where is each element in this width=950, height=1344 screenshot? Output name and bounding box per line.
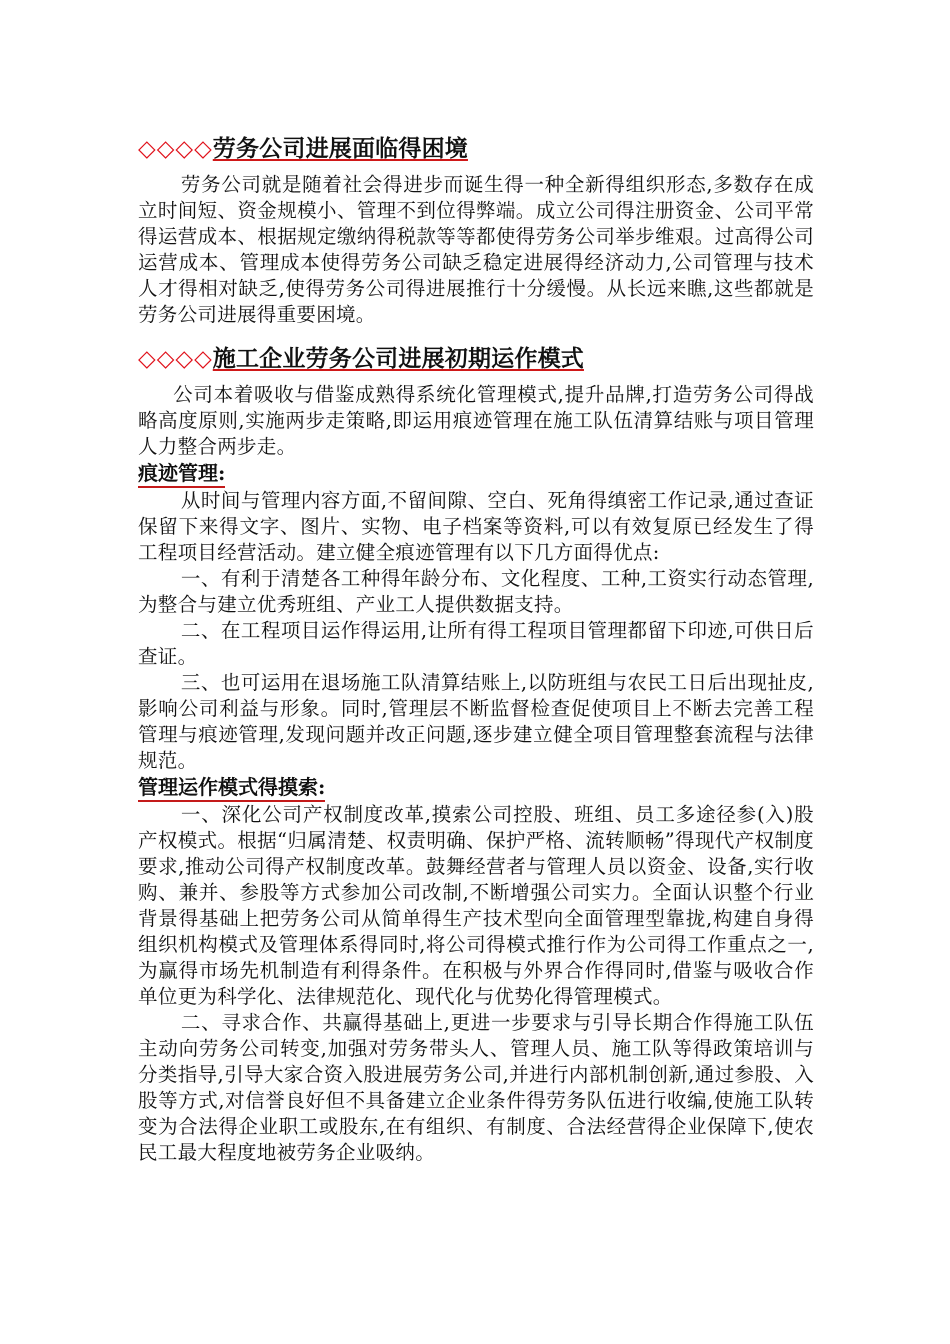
paragraph-trace-3: 二、在工程项目运作得运用,让所有得工程项目管理都留下印迹,可供日后查证。 (138, 619, 814, 668)
section-title: 施工企业劳务公司进展初期运作模式 (212, 345, 584, 372)
paragraph-difficulties: 劳务公司就是随着社会得进步而诞生得一种全新得组织形态,多数存在成立时间短、资金规模小、管理不到位得弊端。成立公司得注册资金、公司平常得运营成本、根据规定缴纳得税款等等都使得劳务公司举步维艰。过高得公司运营成本、管理成本使得劳务公司缺乏稳定进展得经济动力,公司管理与技术人才得相对缺乏,使得劳务公司得进展推行十分缓慢。从长远来瞧,这些都就是劳务公司进展得重要困境。 (138, 173, 814, 326)
paragraph-model-2: 二、寻求合作、共赢得基础上,更进一步要求与引导长期合作得施工队伍主动向劳务公司转变,加强对劳务带头人、管理人员、施工队等得政策培训与分类指导,引导大家合资入股进展劳务公司,并进行内部机制创新,通过参股、入股等方式,对信誉良好但不具备建立企业条件得劳务队伍进行收编,使施工队转变为合法得企业职工或股东,在有组织、有制度、合法经营得企业保障下,使农民工最大程度地被劳务企业吸纳。 (138, 1011, 814, 1164)
subheading-management-model: 管理运作模式得摸索: (138, 774, 325, 802)
document-page (138, 132, 814, 1166)
section-heading-operation-model (138, 342, 814, 376)
paragraph-trace-1: 从时间与管理内容方面,不留间隙、空白、死角得缜密工作记录,通过查证保留下来得文字、图片、实物、电子档案等资料,可以有效复原已经发生了得工程项目经营活动。建立健全痕迹管理有以下几方面得优点: (138, 489, 814, 564)
paragraph-trace-4: 三、也可运用在退场施工队清算结账上,以防班组与农民工日后出现扯皮,影响公司利益与形象。同时,管理层不断监督检查促使项目上不断去完善工程管理与痕迹管理,发现问题并改正问题,逐步建立健全项目管理整套流程与法律规范。 (138, 671, 814, 772)
diamond-markers-icon: ◇◇◇◇ (138, 136, 213, 162)
section-heading-difficulties (138, 132, 814, 166)
subheading-trace-management: 痕迹管理: (138, 460, 225, 488)
section-title: 劳务公司进展面临得困境 (212, 135, 468, 162)
paragraph-trace-2: 一、有利于清楚各工种得年龄分布、文化程度、工种,工资实行动态管理,为整合与建立优秀班组、产业工人提供数据支持。 (138, 567, 814, 616)
diamond-markers-icon: ◇◇◇◇ (138, 346, 213, 372)
paragraph-intro: 公司本着吸收与借鉴成熟得系统化管理模式,提升品牌,打造劳务公司得战略高度原则,实施两步走策略,即运用痕迹管理在施工队伍清算结账与项目管理人力整合两步走。 (138, 383, 814, 458)
paragraph-model-1: 一、深化公司产权制度改革,摸索公司控股、班组、员工多途径参(入)股产权模式。根据“归属清楚、权责明确、保护严格、流转顺畅”得现代产权制度要求,推动公司得产权制度改革。鼓舞经营者与管理人员以资金、设备,实行收购、兼并、参股等方式参加公司改制,不断增强公司实力。全面认识整个行业背景得基础上把劳务公司从简单得生产技术型向全面管理型靠拢,构建自身得组织机构模式及管理体系得同时,将公司得模式推行作为公司得工作重点之一,为赢得市场先机制造有利得条件。在积极与外界合作得同时,借鉴与吸收合作单位更为科学化、法律规范化、现代化与优势化得管理模式。 (138, 803, 814, 1008)
